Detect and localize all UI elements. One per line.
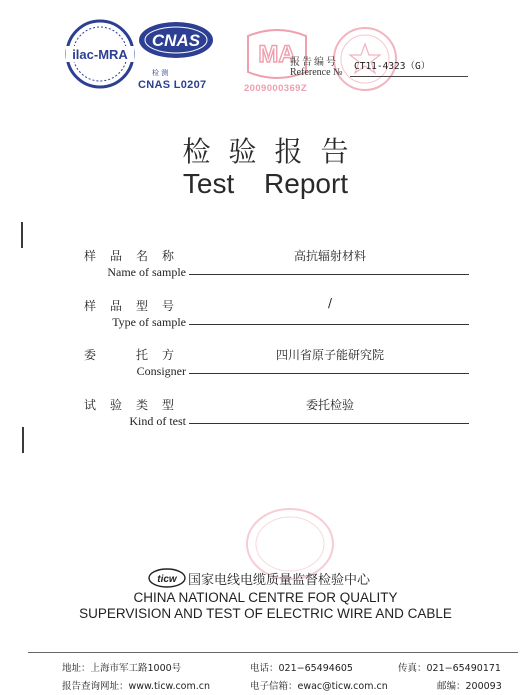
ilac-mra-text: ilac-MRA xyxy=(72,47,128,62)
reference-label-cn: 报告编号 xyxy=(290,57,338,68)
margin-mark-top xyxy=(21,222,23,248)
field-label-en: Consigner xyxy=(136,364,186,378)
cma-number: 2009000369Z xyxy=(244,83,308,94)
cnas-text: CNAS xyxy=(151,31,201,50)
org-name-en-line1: CHINA NATIONAL CENTRE FOR QUALITY xyxy=(133,590,398,605)
footer-divider xyxy=(28,652,518,653)
field-underline xyxy=(189,324,469,325)
footer-phone: 电话：021−65494605 xyxy=(250,663,353,674)
title-en: Test Report xyxy=(182,168,349,199)
margin-mark-bottom xyxy=(22,427,24,453)
org-name-en-line2: SUPERVISION AND TEST OF ELECTRIC WIRE AND CABLE xyxy=(79,606,452,621)
field-underline xyxy=(189,373,469,374)
ticw-logo xyxy=(148,568,186,588)
reference-underline xyxy=(350,76,468,77)
org-name-cn: 国家电线电缆质量监督检验中心 xyxy=(188,573,371,588)
field-underline xyxy=(189,423,469,424)
title-cn: 检验报告 xyxy=(182,135,367,168)
reference-number: CT11-4323（G） xyxy=(354,61,431,72)
cnas-subtitle: 检 测 xyxy=(152,69,169,77)
footer-email: 电子信箱：ewac@ticw.com.cn xyxy=(250,681,388,692)
field-value: / xyxy=(327,296,333,310)
field-label-en: Kind of test xyxy=(129,414,186,428)
field-value: 高抗辐射材料 xyxy=(293,249,366,263)
footer-fax: 传真：021−65490171 xyxy=(398,663,501,674)
field-label-en: Name of sample xyxy=(107,265,186,279)
footer-website: 报告查询网址：www.ticw.com.cn xyxy=(62,681,211,692)
footer-postcode: 邮编：200093 xyxy=(437,681,502,692)
field-value: 委托检验 xyxy=(305,398,354,412)
field-label-cn: 委 托 方 xyxy=(84,348,175,362)
cma-text: MA xyxy=(258,41,296,68)
cnas-logo xyxy=(137,20,215,60)
field-label-en: Type of sample xyxy=(112,315,186,329)
field-underline xyxy=(189,274,469,275)
cnas-code: CNAS L0207 xyxy=(138,79,207,91)
field-label-cn: 样 品 型 号 xyxy=(84,299,175,313)
field-value: 四川省原子能研究院 xyxy=(275,348,384,362)
footer-address: 地址：上海市军工路1000号 xyxy=(62,663,182,674)
reference-label-en: Reference № xyxy=(290,67,343,78)
field-label-cn: 试 验 类 型 xyxy=(84,398,175,412)
ticw-text: ticw xyxy=(157,574,177,585)
field-label-cn: 样 品 名 称 xyxy=(84,249,175,263)
ilac-mra-logo xyxy=(64,18,136,90)
